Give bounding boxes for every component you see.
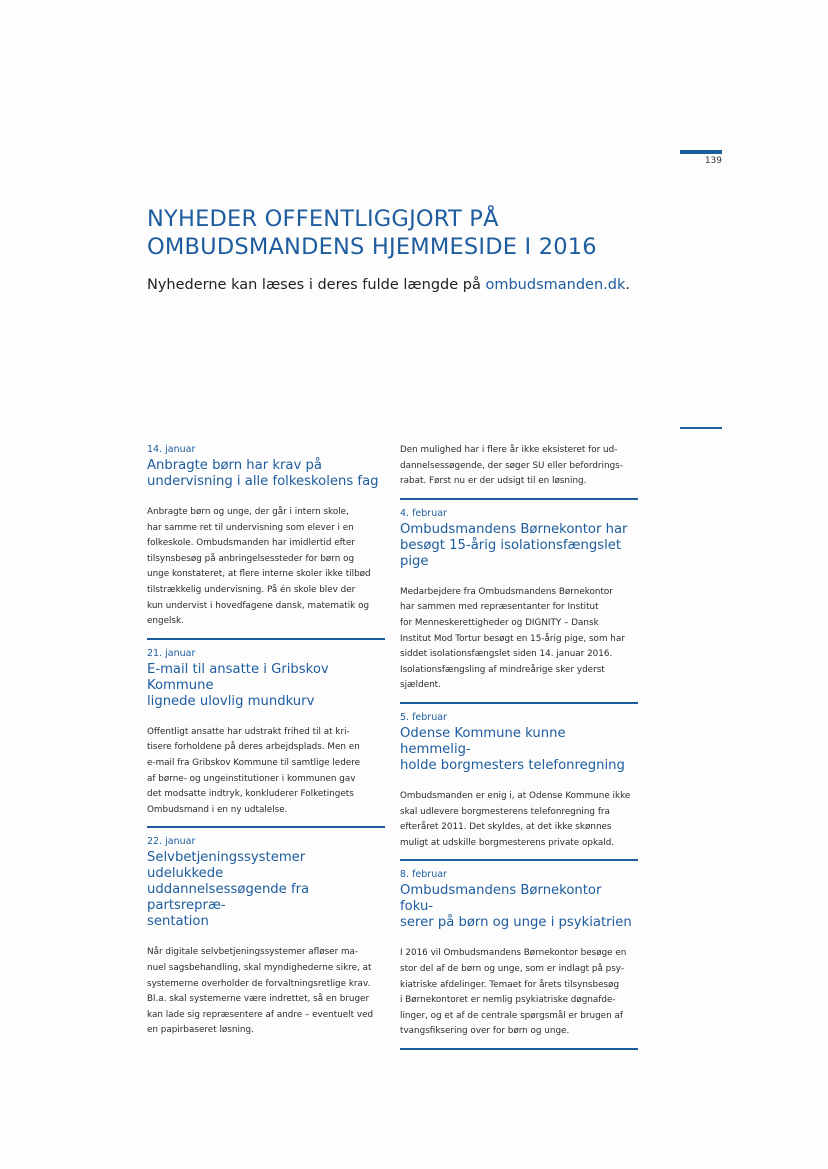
headline-line: holde borgmesters telefonregning — [400, 757, 625, 773]
page-subtitle — [147, 277, 667, 293]
body-line: rabat. Først nu er der udsigt til en løsning. — [400, 476, 587, 487]
body-line: for Menneskerettigheder og DIGNITY – Dansk — [400, 617, 599, 628]
news-headline — [400, 522, 638, 570]
body-line: dannelsessøgende, der søger SU eller befordrings- — [400, 460, 623, 471]
news-item — [400, 711, 638, 861]
body-line: Den mulighed har i flere år ikke eksisteret for ud- — [400, 445, 618, 455]
headline-line: uddannelsessøgende fra partsrepræ- — [147, 882, 310, 914]
body-line: Isolationsfængsling af mindreårige sker yderst — [400, 664, 605, 675]
news-headline — [400, 883, 638, 931]
body-line: Bl.a. skal systemerne være indrettet, så en bruger — [147, 994, 370, 1005]
body-line: det modsatte indtryk, konkluderer Folketingets — [147, 789, 354, 800]
headline-line: Odense Kommune kunne hemmelig- — [400, 725, 566, 757]
right-column — [400, 443, 638, 1057]
body-line: muligt at udskille borgmesterens private opkald. — [400, 837, 615, 848]
news-date: 22. januar — [147, 836, 196, 848]
body-line: tilstrækkelig undervisning. På én skole blev der — [147, 584, 356, 595]
news-item-continuation — [400, 443, 638, 500]
headline-line: lignede ulovlig mundkurv — [147, 693, 315, 709]
headline-line: E-mail til ansatte i Gribskov Kommune — [147, 661, 329, 693]
body-line: i Børnekontoret er nemlig psykiatriske døgnafde- — [400, 995, 616, 1006]
news-body — [147, 725, 385, 819]
news-body — [147, 945, 385, 1039]
news-body — [400, 443, 638, 490]
news-date: 8. februar — [400, 869, 447, 881]
news-item — [400, 868, 638, 1050]
body-line: Ombudsmand i en ny udtalelse. — [147, 804, 288, 815]
body-line: stor del af de børn og unge, som er indlagt på psy- — [400, 963, 625, 974]
headline-line: Anbragte børn har krav på — [147, 458, 322, 473]
body-line: har sammen med repræsentanter for Institut — [400, 602, 599, 613]
body-line: unge konstateret, at flere interne skoler ikke tilbød — [147, 569, 371, 580]
body-line: Offentligt ansatte har udstrakt frihed til at kri- — [147, 726, 350, 737]
body-line: Ombudsmanden er enig i, at Odense Kommune ikke — [400, 790, 631, 801]
subtitle-end: . — [625, 277, 630, 293]
news-headline — [147, 458, 385, 490]
news-body — [400, 946, 638, 1040]
headline-line: sentation — [147, 914, 209, 930]
ombudsmanden-link[interactable]: ombudsmanden.dk — [485, 277, 626, 293]
news-headline — [147, 850, 385, 930]
news-date: 21. januar — [147, 647, 196, 659]
subtitle-text: Nyhederne kan læses i deres fulde længde på — [147, 277, 486, 293]
page-number: 139 — [704, 156, 722, 166]
margin-rule — [680, 427, 722, 429]
headline-line: pige — [400, 553, 429, 569]
body-line: I 2016 vil Ombudsmandens Børnekontor besøge en — [400, 948, 627, 959]
body-line: sjældent. — [400, 680, 441, 691]
body-line: tisere forholdene på deres arbejdsplads. Men en — [147, 742, 360, 753]
page-title — [147, 205, 667, 261]
body-line: folkeskole. Ombudsmanden har imidlertid efter — [147, 538, 356, 549]
body-line: nuel sagsbehandling, skal myndighederne sikre, at — [147, 962, 372, 973]
news-date: 5. februar — [400, 711, 447, 723]
body-line: af børne- og ungeinstitutioner i kommunen gav — [147, 773, 356, 784]
news-item — [147, 835, 385, 1047]
body-line: linger, og et af de centrale spørgsmål er brugen af — [400, 1010, 623, 1021]
page-title-line-2: OMBUDSMANDENS HJEMMESIDE I 2016 — [147, 234, 597, 260]
page-number-bar — [680, 150, 722, 154]
body-line: engelsk. — [147, 616, 184, 627]
body-line: e-mail fra Gribskov Kommune til samtlige ledere — [147, 757, 361, 768]
headline-line: undervisning i alle folkeskolens fag — [147, 474, 379, 489]
news-headline — [147, 662, 385, 710]
body-line: en papirbaseret løsning. — [147, 1025, 254, 1036]
body-line: Når digitale selvbetjeningssystemer afløser ma- — [147, 947, 359, 958]
news-item — [147, 443, 385, 640]
news-item — [147, 647, 385, 829]
body-line: Institut Mod Tortur besøgt en 15-årig pige, som har — [400, 633, 625, 644]
news-body — [400, 585, 638, 694]
headline-line: Selvbetjeningssystemer udelukkede — [147, 850, 306, 882]
body-line: har samme ret til undervisning som elever i en — [147, 522, 354, 533]
headline-line: besøgt 15-årig isolationsfængslet — [400, 537, 622, 553]
body-line: Medarbejdere fra Ombudsmandens Børnekontor — [400, 586, 613, 597]
news-body — [147, 505, 385, 630]
body-line: kun undervist i hovedfagene dansk, matematik og — [147, 600, 370, 611]
body-line: tvangsfiksering over for børn og unge. — [400, 1026, 570, 1037]
body-line: kiatriske afdelinger. Temaet for årets tilsynsbesøg — [400, 979, 620, 990]
body-line: siddet isolationsfængslet siden 14. januar 2016. — [400, 649, 613, 660]
left-column — [147, 443, 385, 1054]
headline-line: serer på børn og unge i psykiatrien — [400, 915, 632, 931]
body-line: tilsynsbesøg på anbringelsessteder for børn og — [147, 553, 355, 564]
body-line: efteråret 2011. Det skyldes, at det ikke skønnes — [400, 822, 612, 833]
body-line: systemerne overholder de forvaltningsretlige krav. — [147, 978, 371, 989]
headline-line: Ombudsmandens Børnekontor foku- — [400, 883, 602, 915]
headline-line: Ombudsmandens Børnekontor har — [400, 521, 628, 537]
news-date: 4. februar — [400, 507, 447, 519]
body-line: kan lade sig repræsentere af andre – eventuelt ved — [147, 1009, 374, 1020]
body-line: skal udlevere borgmesterens telefonregning fra — [400, 806, 610, 817]
news-item — [400, 507, 638, 704]
page-title-line-1: NYHEDER OFFENTLIGGJORT PÅ — [147, 206, 499, 232]
news-date: 14. januar — [147, 444, 196, 455]
news-body — [400, 789, 638, 851]
body-line: Anbragte børn og unge, der går i intern skole, — [147, 507, 349, 517]
news-headline — [400, 726, 638, 774]
